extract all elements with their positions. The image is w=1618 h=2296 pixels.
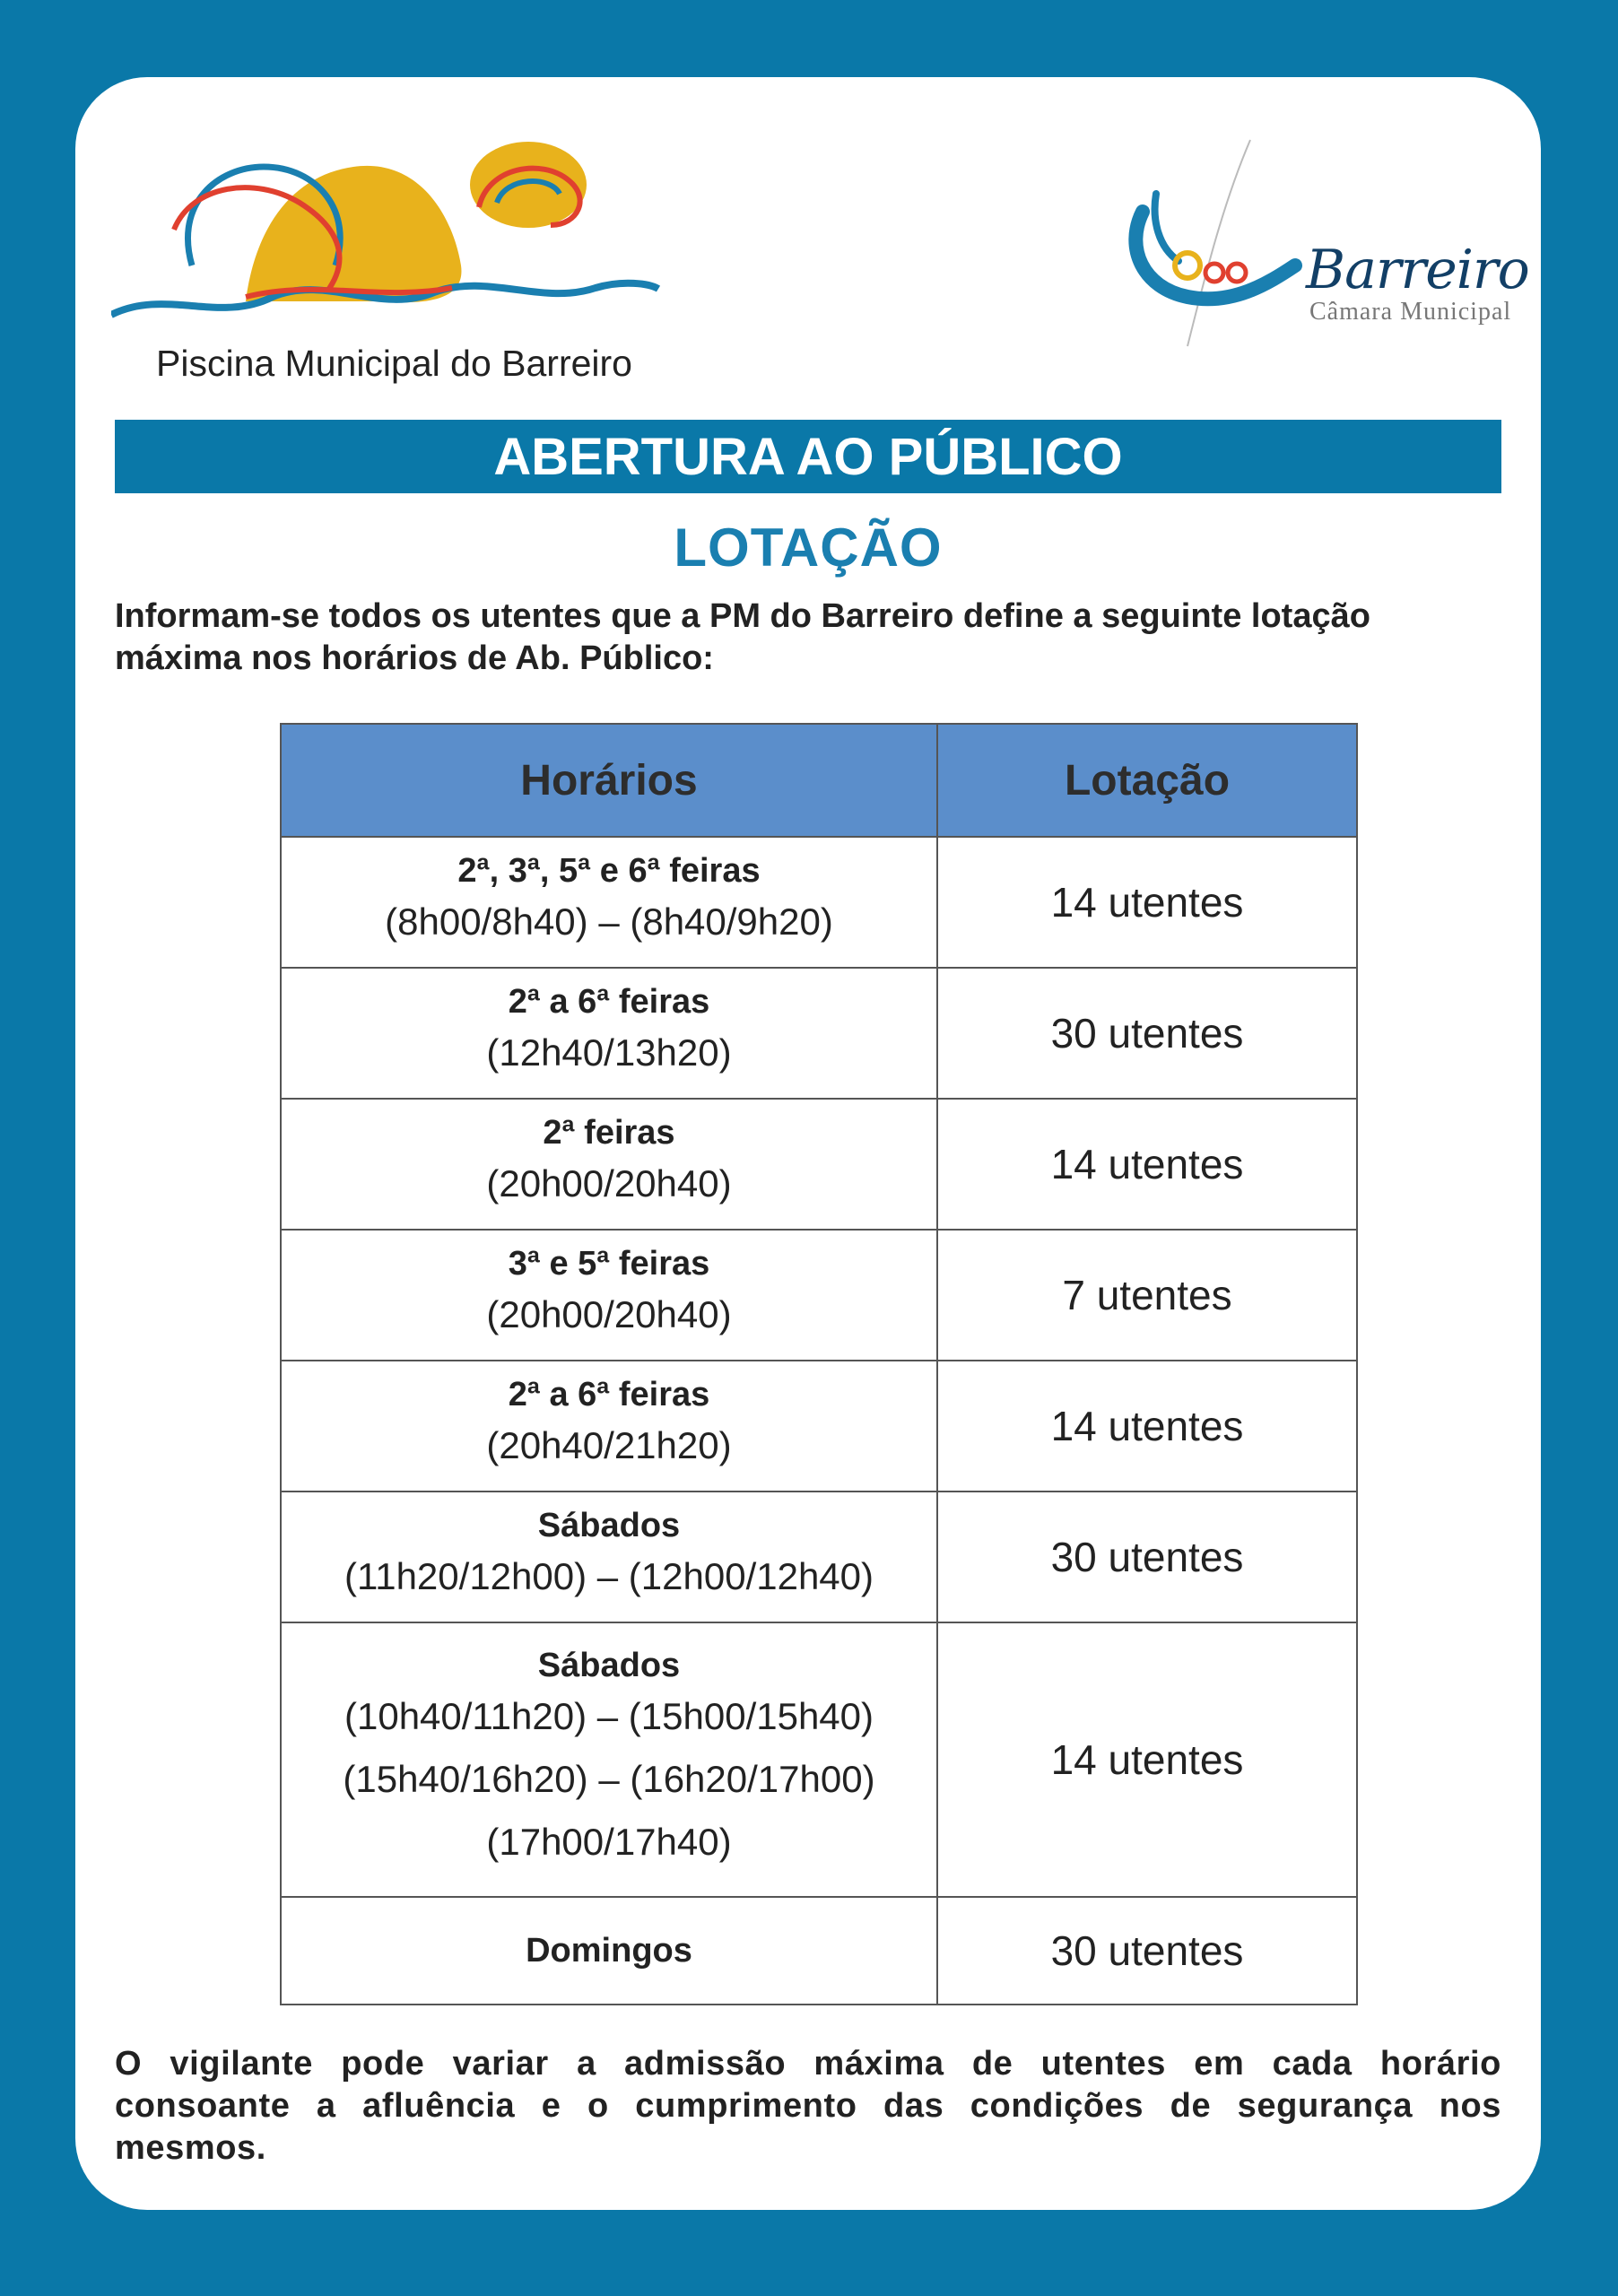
column-header-schedule: Horários (281, 724, 937, 837)
notice-card (75, 77, 1541, 2210)
page-title-banner: ABERTURA AO PÚBLICO (115, 420, 1501, 493)
schedule-cell (281, 1230, 937, 1361)
schedule-time: (20h00/20h40) (486, 1293, 732, 1335)
table-header-row (281, 724, 1357, 837)
capacity-cell: 7 utentes (937, 1230, 1357, 1361)
schedule-days: 2ª a 6ª feiras (508, 1376, 710, 1413)
schedule-days: Domingos (526, 1931, 692, 1970)
schedule-days: 2ª feiras (543, 1114, 675, 1152)
table-row (281, 1492, 1357, 1622)
brand-subtitle: Câmara Municipal (1309, 298, 1512, 326)
intro-paragraph: Informam-se todos os utentes que a PM do Barreiro define a seguinte lotação máxima nos horários de Ab. Público: (115, 597, 1370, 677)
capacity-cell: 14 utentes (937, 1361, 1357, 1492)
schedule-days: Sábados (537, 1647, 681, 1684)
swimmer-wave-icon (111, 113, 667, 337)
column-header-capacity: Lotação (937, 724, 1357, 837)
table-row (281, 968, 1357, 1099)
table-row (281, 1099, 1357, 1230)
piscina-logo-text: Piscina Municipal do Barreiro (156, 343, 632, 384)
section-subtitle: LOTAÇÃO (674, 517, 943, 578)
schedule-cell (281, 968, 937, 1099)
schedule-time: (11h20/12h00) – (12h00/12h40) (344, 1555, 874, 1597)
schedule-cell (281, 837, 937, 968)
schedule-cell (281, 1897, 937, 2005)
barreiro-emblem-icon (1116, 131, 1313, 355)
piscina-logo (111, 113, 667, 382)
schedule-cell (281, 1622, 937, 1897)
schedule-time: (10h40/11h20) – (15h00/15h40) (344, 1695, 874, 1737)
table-row (281, 1622, 1357, 1897)
barreiro-logo (1116, 131, 1529, 355)
schedule-time: (17h00/17h40) (486, 1821, 732, 1863)
brand-name: Barreiro (1306, 239, 1529, 301)
schedule-cell (281, 1099, 937, 1230)
table-row (281, 837, 1357, 968)
schedule-time: (20h00/20h40) (486, 1162, 732, 1205)
footer-note: O vigilante pode variar a admissão máxima de utentes em cada horário consoante a afluência e o cumprimento das condições de segurança nos mesmos. (115, 2045, 1501, 2167)
capacity-cell: 30 utentes (937, 1897, 1357, 2005)
capacity-cell: 14 utentes (937, 1099, 1357, 1230)
schedule-days: Sábados (537, 1507, 681, 1544)
schedule-time: (15h40/16h20) – (16h20/17h00) (343, 1758, 875, 1800)
capacity-cell: 30 utentes (937, 968, 1357, 1099)
schedule-cell (281, 1361, 937, 1492)
schedule-cell (281, 1492, 937, 1622)
capacity-table (280, 723, 1358, 2005)
table-row (281, 1230, 1357, 1361)
schedule-days: 3ª e 5ª feiras (508, 1245, 710, 1283)
capacity-cell: 14 utentes (937, 1622, 1357, 1897)
schedule-time: (12h40/13h20) (486, 1031, 732, 1074)
table-row (281, 1361, 1357, 1492)
table-row (281, 1897, 1357, 2005)
schedule-time: (8h00/8h40) – (8h40/9h20) (385, 900, 833, 943)
capacity-cell: 14 utentes (937, 837, 1357, 968)
schedule-days: 2ª a 6ª feiras (508, 983, 710, 1021)
capacity-cell: 30 utentes (937, 1492, 1357, 1622)
schedule-days: 2ª, 3ª, 5ª e 6ª feiras (457, 852, 761, 890)
schedule-time: (20h40/21h20) (486, 1424, 732, 1466)
